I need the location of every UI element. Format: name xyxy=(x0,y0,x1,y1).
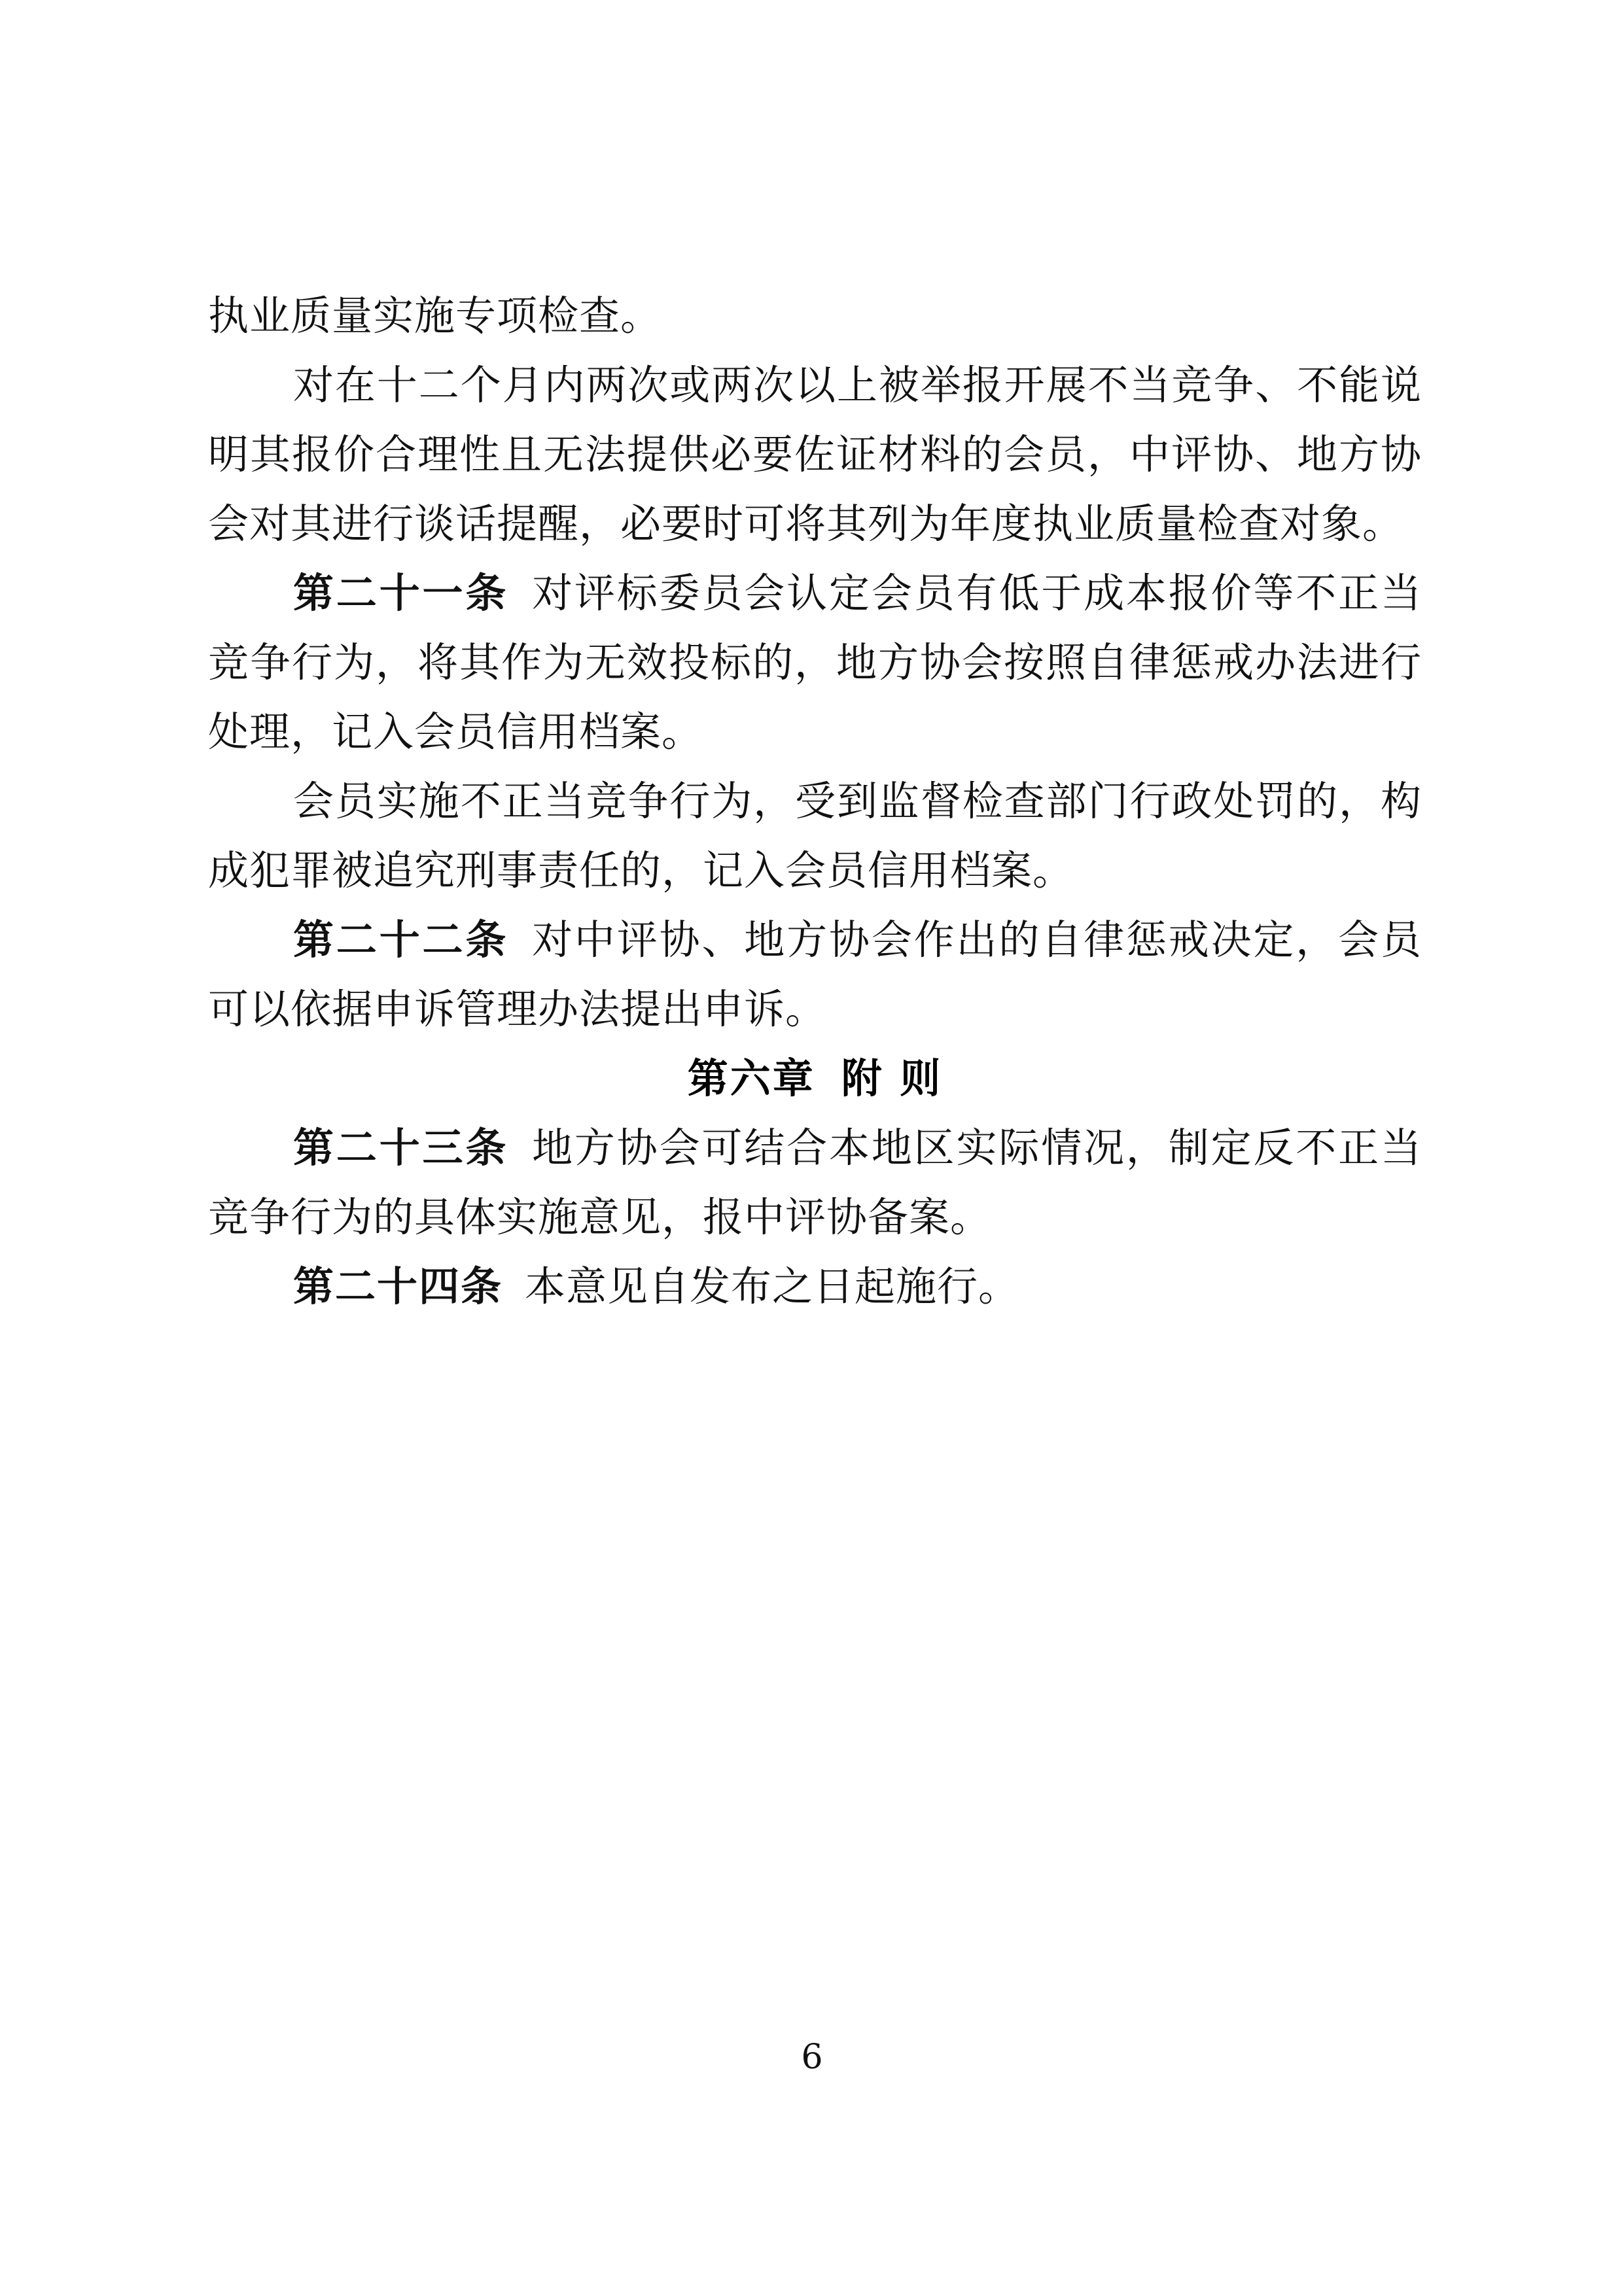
paragraph-reporting-reminder xyxy=(208,351,1422,559)
article-label-23: 第二十三条 xyxy=(293,1124,509,1172)
paragraph-article-22 xyxy=(208,905,1422,1044)
document-body xyxy=(208,281,1422,1321)
paragraph-article-23 xyxy=(208,1113,1422,1252)
article-label-22: 第二十二条 xyxy=(293,916,509,964)
paragraph-text: 对在十二个月内两次或两次以上被举报开展不当竞争、不能说明其报价合理性且无法提供必要佐证材料的会员，中评协、地方协会对其进行谈话提醒，必要时可将其列为年度执业质量检查对象。 xyxy=(208,361,1422,548)
paragraph-continuation xyxy=(208,281,1422,351)
paragraph-text: 会员实施不正当竞争行为，受到监督检查部门行政处罚的，构成犯罪被追究刑事责任的，记入会员信用档案。 xyxy=(208,777,1422,894)
paragraph-text: 执业质量实施专项检查。 xyxy=(208,292,662,339)
paragraph-penalty-record xyxy=(208,767,1422,905)
paragraph-text: 地方协会可结合本地区实际情况，制定反不正当竞争行为的具体实施意见，报中评协备案。 xyxy=(208,1124,1422,1241)
paragraph-article-21 xyxy=(208,559,1422,767)
page-number: 6 xyxy=(801,2038,823,2077)
article-label-21: 第二十一条 xyxy=(293,569,509,617)
article-label-24: 第二十四条 xyxy=(293,1262,503,1310)
chapter-label: 第六章 xyxy=(687,1054,815,1102)
chapter-title-text: 附 则 xyxy=(841,1054,943,1102)
paragraph-article-24 xyxy=(208,1252,1422,1321)
paragraph-text: 本意见自发布之日起施行。 xyxy=(525,1262,1020,1310)
paragraph-text: 对中评协、地方协会作出的自律惩戒决定，会员可以依据申诉管理办法提出申诉。 xyxy=(208,916,1422,1033)
chapter-heading xyxy=(208,1044,1422,1113)
paragraph-text: 对评标委员会认定会员有低于成本报价等不正当竞争行为，将其作为无效投标的，地方协会按照自律惩戒办法进行处理，记入会员信用档案。 xyxy=(208,569,1422,756)
